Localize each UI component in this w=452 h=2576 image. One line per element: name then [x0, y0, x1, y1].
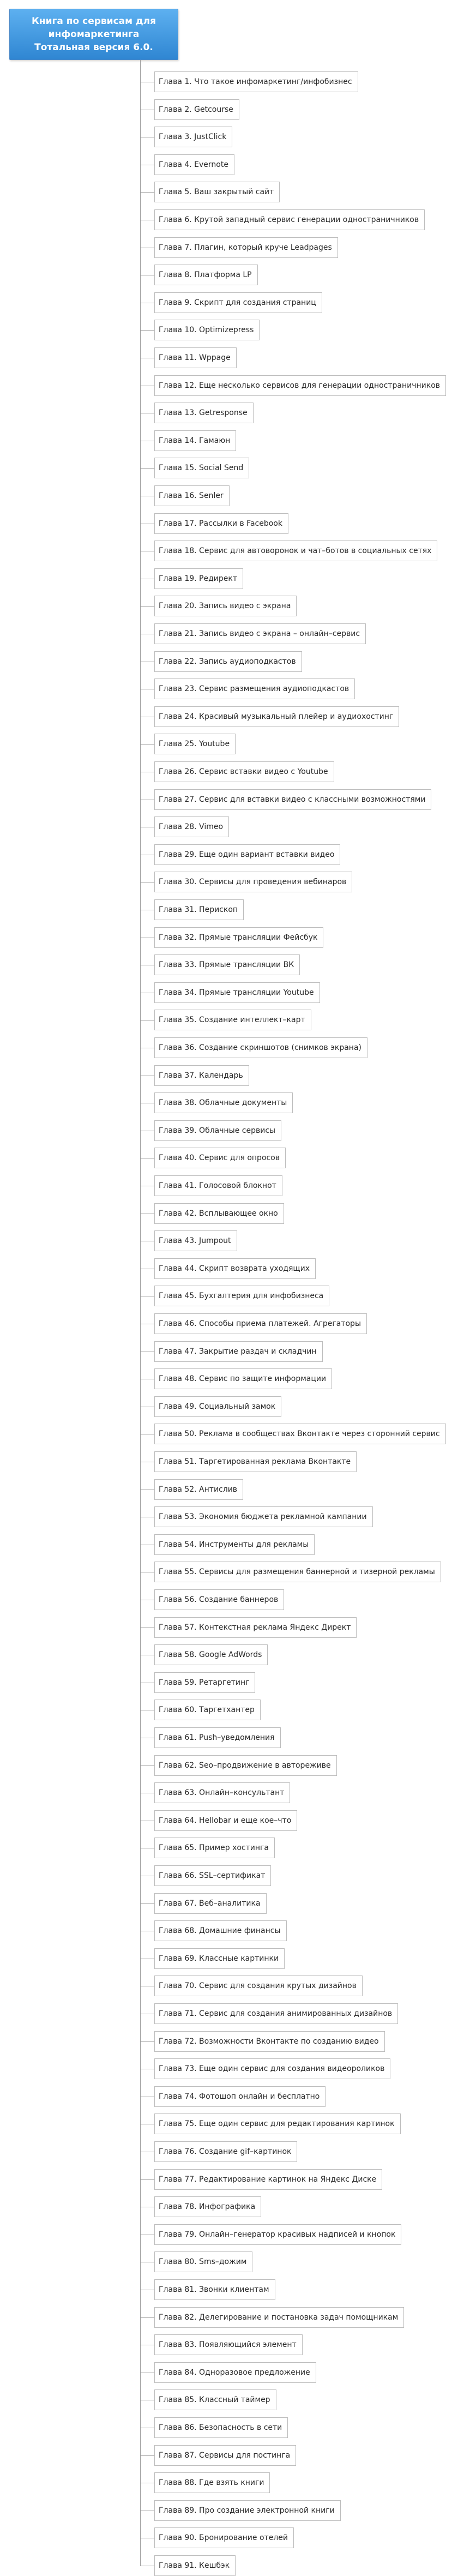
- chapter-node[interactable]: Глава 18. Сервис для автоворонок и чат–ботов в социальных сетях: [154, 541, 437, 561]
- chapter-node[interactable]: Глава 36. Создание скриншотов (снимков экрана): [154, 1037, 367, 1058]
- chapter-node[interactable]: Глава 35. Создание интеллект–карт: [154, 1010, 311, 1030]
- chapter-node[interactable]: Глава 61. Push–уведомления: [154, 1727, 281, 1748]
- chapter-node[interactable]: Глава 9. Скрипт для создания страниц: [154, 292, 322, 313]
- chapter-node[interactable]: Глава 85. Классный таймер: [154, 2389, 276, 2410]
- chapter-node[interactable]: Глава 55. Сервисы для размещения баннерной и тизерной рекламы: [154, 1562, 441, 1582]
- chapter-node[interactable]: Глава 20. Запись видео с экрана: [154, 596, 297, 616]
- chapter-node[interactable]: Глава 49. Социальный замок: [154, 1396, 281, 1417]
- branch-connector: [141, 192, 154, 193]
- chapter-node[interactable]: Глава 48. Сервис по защите информации: [154, 1368, 332, 1389]
- chapter-node[interactable]: Глава 51. Таргетированная реклама Вконтакте: [154, 1451, 357, 1472]
- chapter-node[interactable]: Глава 46. Способы приема платежей. Агрегаторы: [154, 1313, 367, 1334]
- chapter-node[interactable]: Глава 15. Social Send: [154, 458, 249, 478]
- chapter-node[interactable]: Глава 59. Ретаргетинг: [154, 1672, 255, 1693]
- chapter-node[interactable]: Глава 76. Создание gif–картинок: [154, 2141, 297, 2162]
- chapter-node[interactable]: Глава 12. Еще несколько сервисов для генерации одностраничников: [154, 375, 446, 396]
- chapter-node[interactable]: Глава 86. Безопасность в сети: [154, 2417, 288, 2438]
- chapter-node[interactable]: Глава 67. Веб–аналитика: [154, 1893, 267, 1914]
- chapter-node[interactable]: Глава 74. Фотошоп онлайн и бесплатно: [154, 2086, 326, 2107]
- chapter-node[interactable]: Глава 70. Сервис для создания крутых дизайнов: [154, 1975, 363, 1996]
- chapter-node[interactable]: Глава 31. Перископ: [154, 899, 244, 920]
- chapter-node[interactable]: Глава 28. Vimeo: [154, 816, 229, 837]
- chapter-node[interactable]: Глава 16. Senler: [154, 485, 230, 506]
- chapter-node[interactable]: Глава 30. Сервисы для проведения вебинаров: [154, 872, 352, 892]
- chapter-node[interactable]: Глава 82. Делегирование и постановка задач помощникам: [154, 2307, 404, 2328]
- chapter-node[interactable]: Глава 81. Звонки клиентам: [154, 2279, 275, 2300]
- chapter-node[interactable]: Глава 71. Сервис для создания анимированных дизайнов: [154, 2003, 398, 2024]
- chapter-node[interactable]: Глава 47. Закрытие раздач и складчин: [154, 1341, 323, 1362]
- chapter-node[interactable]: Глава 41. Голосовой блокнот: [154, 1175, 282, 1196]
- chapter-node[interactable]: Глава 40. Сервис для опросов: [154, 1148, 286, 1168]
- chapter-node[interactable]: Глава 91. Кешбэк: [154, 2555, 236, 2576]
- chapter-node[interactable]: Глава 45. Бухгалтерия для инфобизнеса: [154, 1286, 329, 1306]
- chapter-node[interactable]: Глава 21. Запись видео с экрана – онлайн–сервис: [154, 623, 366, 644]
- chapter-node[interactable]: Глава 10. Optimizepress: [154, 320, 260, 340]
- chapter-node[interactable]: Глава 78. Инфографика: [154, 2196, 261, 2217]
- chapter-node[interactable]: Глава 11. Wppage: [154, 347, 237, 368]
- chapter-node[interactable]: Глава 22. Запись аудиоподкастов: [154, 651, 302, 672]
- branch-connector: [141, 606, 154, 607]
- chapter-node[interactable]: Глава 52. Антислив: [154, 1479, 243, 1500]
- branch-connector: [141, 330, 154, 331]
- chapter-node[interactable]: Глава 63. Онлайн–консультант: [154, 1782, 290, 1803]
- chapter-node[interactable]: Глава 66. SSL–сертификат: [154, 1865, 271, 1886]
- chapter-node[interactable]: Глава 4. Evernote: [154, 154, 234, 175]
- chapter-node[interactable]: Глава 8. Платформа LP: [154, 265, 258, 285]
- tree-trunk-connector: [140, 60, 141, 2566]
- chapter-node[interactable]: Глава 26. Сервис вставки видео с Youtube: [154, 761, 334, 782]
- chapter-node[interactable]: Глава 1. Что такое инфомаркетинг/инфобизнес: [154, 71, 358, 92]
- chapter-node[interactable]: Глава 69. Классные картинки: [154, 1948, 285, 1969]
- chapter-node[interactable]: Глава 17. Рассылки в Facebook: [154, 513, 288, 534]
- chapter-node[interactable]: Глава 88. Где взять книги: [154, 2472, 270, 2493]
- chapter-node[interactable]: Глава 60. Таргетхантер: [154, 1700, 261, 1720]
- chapter-node[interactable]: Глава 87. Сервисы для постинга: [154, 2445, 296, 2466]
- chapter-node[interactable]: Глава 44. Скрипт возврата уходящих: [154, 1258, 316, 1279]
- chapter-node[interactable]: Глава 89. Про создание электронной книги: [154, 2500, 341, 2521]
- chapter-node[interactable]: Глава 58. Google AdWords: [154, 1644, 268, 1665]
- root-title-line-1: Книга по сервисам для инфомаркетинга: [31, 16, 156, 40]
- branch-connector: [141, 468, 154, 469]
- chapter-node[interactable]: Глава 2. Getcourse: [154, 99, 239, 120]
- chapter-node[interactable]: Глава 25. Youtube: [154, 734, 236, 754]
- chapter-node[interactable]: Глава 79. Онлайн–генератор красивых надписей и кнопок: [154, 2224, 401, 2245]
- chapter-node[interactable]: Глава 54. Инструменты для рекламы: [154, 1534, 315, 1555]
- chapter-node[interactable]: Глава 42. Всплывающее окно: [154, 1203, 284, 1224]
- chapter-node[interactable]: Глава 65. Пример хостинга: [154, 1838, 275, 1858]
- chapter-node[interactable]: Глава 72. Возможности Вконтакте по созданию видео: [154, 2031, 385, 2052]
- chapter-node[interactable]: Глава 14. Гамаюн: [154, 430, 236, 451]
- chapter-node[interactable]: Глава 62. Seo–продвижение в автореживе: [154, 1755, 337, 1776]
- chapter-node[interactable]: Глава 32. Прямые трансляции Фейсбук: [154, 927, 323, 948]
- chapter-node[interactable]: Глава 43. Jumpout: [154, 1230, 237, 1251]
- chapter-node[interactable]: Глава 29. Еще один вариант вставки видео: [154, 844, 340, 865]
- branch-connector: [141, 2317, 154, 2318]
- chapter-node[interactable]: Глава 64. Hellobar и еще кое–что: [154, 1810, 297, 1831]
- chapter-node[interactable]: Глава 57. Контекстная реклама Яндекс Директ: [154, 1617, 357, 1638]
- chapter-node[interactable]: Глава 73. Еще один сервис для создания видеороликов: [154, 2058, 390, 2079]
- chapter-node[interactable]: Глава 6. Крутой западный сервис генерации одностраничников: [154, 209, 425, 230]
- chapter-node[interactable]: Глава 19. Редирект: [154, 568, 243, 589]
- chapter-node[interactable]: Глава 75. Еще один сервис для редактирования картинок: [154, 2113, 401, 2134]
- chapter-node[interactable]: Глава 24. Красивый музыкальный плейер и аудиохостинг: [154, 706, 399, 727]
- chapter-node[interactable]: Глава 84. Одноразовое предложение: [154, 2362, 316, 2383]
- chapter-node[interactable]: Глава 83. Появляющийся элемент: [154, 2334, 303, 2355]
- chapter-node[interactable]: Глава 7. Плагин, который круче Leadpages: [154, 237, 338, 258]
- chapter-node[interactable]: Глава 37. Календарь: [154, 1065, 249, 1086]
- root-node[interactable]: [9, 9, 178, 60]
- chapter-node[interactable]: Глава 53. Экономия бюджета рекламной кампании: [154, 1506, 373, 1527]
- chapter-node[interactable]: Глава 5. Ваш закрытый сайт: [154, 182, 280, 202]
- chapter-node[interactable]: Глава 80. Sms–дожим: [154, 2251, 252, 2272]
- chapter-node[interactable]: Глава 27. Сервис для вставки видео с классными возможностями: [154, 789, 431, 810]
- chapter-node[interactable]: Глава 50. Реклама в сообществах Вконтакте через сторонний сервис: [154, 1424, 446, 1444]
- chapter-node[interactable]: Глава 56. Создание баннеров: [154, 1589, 284, 1610]
- chapter-node[interactable]: Глава 3. JustClick: [154, 127, 232, 147]
- chapter-node[interactable]: Глава 39. Облачные сервисы: [154, 1120, 281, 1141]
- chapter-node[interactable]: Глава 90. Бронирование отелей: [154, 2527, 294, 2548]
- chapter-node[interactable]: Глава 68. Домашние финансы: [154, 1920, 287, 1941]
- chapter-node[interactable]: Глава 38. Облачные документы: [154, 1092, 293, 1113]
- branch-connector: [141, 2179, 154, 2180]
- branch-connector: [141, 2455, 154, 2456]
- chapter-node[interactable]: Глава 13. Getresponse: [154, 403, 254, 423]
- chapter-node[interactable]: Глава 34. Прямые трансляции Youtube: [154, 982, 320, 1003]
- chapter-node[interactable]: Глава 33. Прямые трансляции ВК: [154, 954, 300, 975]
- chapter-node[interactable]: Глава 23. Сервис размещения аудиоподкастов: [154, 678, 355, 699]
- chapter-node[interactable]: Глава 77. Редактирование картинок на Яндекс Диске: [154, 2169, 382, 2190]
- branch-connector: [141, 2041, 154, 2042]
- root-title-line-2: Тотальная версия 6.0.: [34, 42, 153, 53]
